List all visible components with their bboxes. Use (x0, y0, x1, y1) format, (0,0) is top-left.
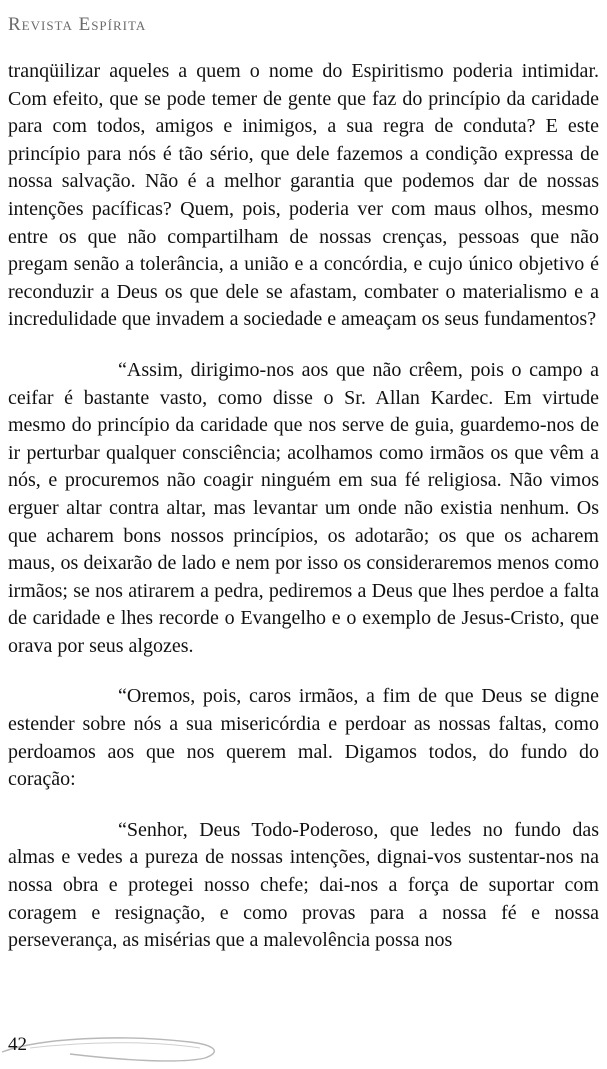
running-header: Revista Espírita (8, 14, 147, 35)
page-number: 42 (8, 1034, 27, 1055)
body-text (8, 58, 599, 955)
paragraph-spacer (8, 794, 599, 817)
footer-swirl-ornament (0, 1030, 230, 1064)
paragraph-1: tranqüilizar aqueles a quem o nome do Espiritismo poderia intimidar. Com efeito, que se pode temer de gente que faz do princípio da caridade para com todos, amigos e inimigos, a sua regra de conduta? E este princípio para nós é tão sério, que dele fazemos a condição expressa de nossa salvação. Não é a melhor garantia que podemos dar de nossas intenções pacíficas? Quem, pois, poderia ver com maus olhos, mesmo entre os que não compartilham de nossas crenças, pessoas que não pregam senão a tolerância, a união e a concórdia, e cujo único objetivo é reconduzir a Deus os que dele se afastam, combater o materialismo e a incredulidade que invadem a sociedade e ameaçam os seus fundamentos? (8, 60, 599, 331)
paragraph-4: “Senhor, Deus Todo-Poderoso, que ledes no fundo das almas e vedes a pureza de nossas intenções, dignai-vos sustentar-nos na nossa obra e protegei nosso chefe; dai-nos a força de suportar com coragem e resignação, e como provas para a nossa fé e nossa perseverança, as misérias que a malevolência possa nos (8, 818, 599, 952)
paragraph-spacer (8, 334, 599, 357)
paragraph-2: “Assim, dirigimo-nos aos que não crêem, pois o campo a ceifar é bastante vasto, como disse o Sr. Allan Kardec. Em virtude mesmo do princípio da caridade que nos serve de guia, guardemo-nos de ir perturbar qualquer consciência; acolhamos como irmãos os que vêm a nós, e procuremos não coagir ninguém em sua fé religiosa. Não vimos erguer altar contra altar, mas levantar um onde não existia nenhum. Os que acharem bons nossos princípios, os adotarão; os que os acharem maus, os deixarão de lado e nem por isso os consideraremos menos como irmãos; se nos atirarem a pedra, pediremos a Deus que lhes perdoe a falta de caridade e lhes recorde o Evangelho e o exemplo de Jesus-Cristo, que orava por seus algozes. (8, 358, 599, 657)
paragraph-3: “Oremos, pois, caros irmãos, a fim de que Deus se digne estender sobre nós a sua misericórdia e perdoar as nossas faltas, como perdoamos aos que nos querem mal. Digamos todos, do fundo do coração: (8, 685, 599, 791)
paragraph-spacer (8, 660, 599, 683)
